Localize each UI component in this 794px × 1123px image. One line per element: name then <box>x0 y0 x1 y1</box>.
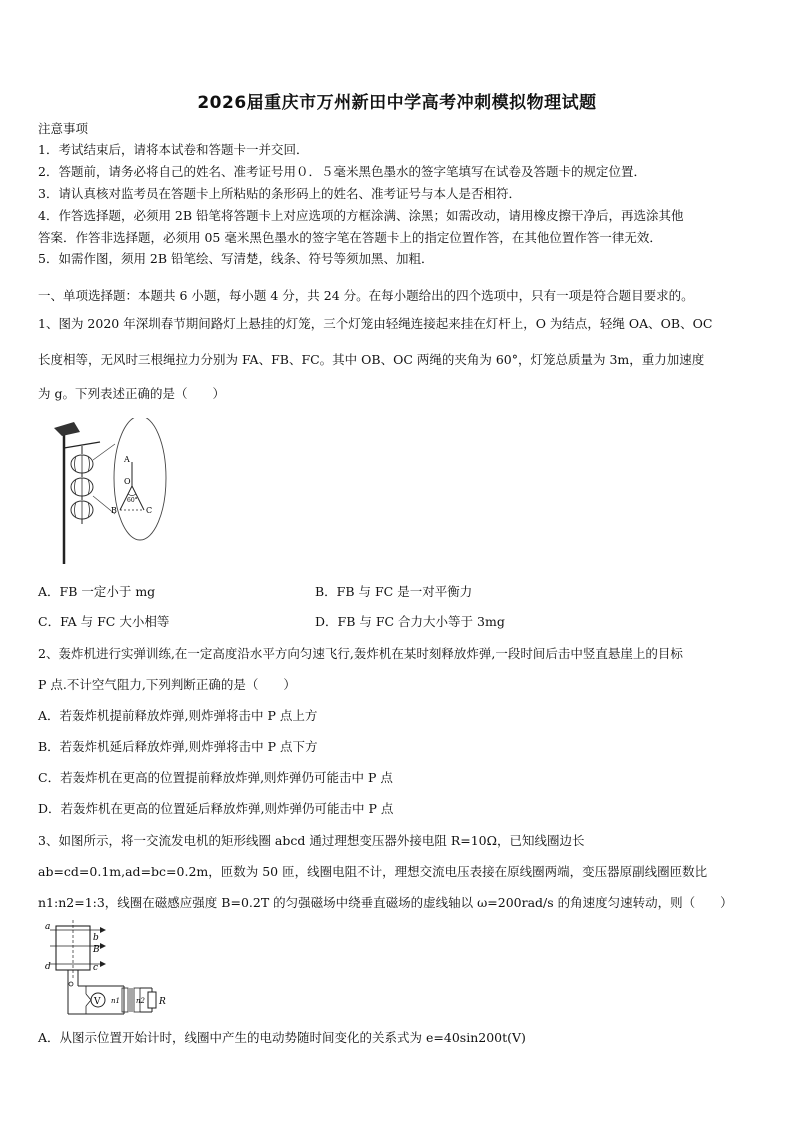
q2-stem-line2: P 点.不计空气阻力,下列判断正确的是（ ） <box>38 677 296 692</box>
fig1-label-b: B <box>111 506 117 515</box>
q3-stem-line1: 3、如图所示，将一交流发电机的矩形线圈 abcd 通过理想变压器外接电阻 R=10Ω，已知线圈边长 <box>38 833 585 848</box>
fig3-label-n2: n2 <box>136 997 145 1005</box>
page-title: 2026届重庆市万州新田中学高考冲刺模拟物理试题 <box>197 93 597 113</box>
q2-option-d: D．若轰炸机在更高的位置延后释放炸弹,则炸弹仍可能击中 P 点 <box>38 801 394 816</box>
q1-lantern-figure <box>40 418 190 566</box>
q3-stem-line3: n1:n2=1:3，线圈在磁感应强度 B=0.2T 的匀强磁场中绕垂直磁场的虚线轴以 ω=200rad/s 的角速度匀速转动，则（ ） <box>38 895 733 910</box>
q1-option-c: C．FA 与 FC 大小相等 <box>38 614 170 629</box>
notice-item-1: 1．考试结束后，请将本试卷和答题卡一并交回． <box>38 142 309 157</box>
q2-option-a: A．若轰炸机提前释放炸弹,则炸弹将击中 P 点上方 <box>38 708 318 723</box>
q1-stem-line1: 1、图为 2020 年深圳春节期间路灯上悬挂的灯笼，三个灯笼由轻绳连接起来挂在灯杆上，O 为结点，轻绳 OA、OB、OC <box>38 316 713 331</box>
notice-heading: 注意事项 <box>38 121 89 136</box>
q1-option-b: B．FB 与 FC 是一对平衡力 <box>315 584 473 599</box>
q1-option-a: A．FB 一定小于 mg <box>38 584 156 599</box>
fig1-label-c: C <box>146 506 153 515</box>
fig3-label-d: d <box>45 962 51 972</box>
notice-item-2: 2．答题前，请务必将自己的姓名、准考证号用０．５毫米黑色墨水的签字笔填写在试卷及答题卡的规定位置． <box>38 164 646 179</box>
notice-item-3: 3．请认真核对监考员在答题卡上所粘贴的条形码上的姓名、准考证号与本人是否相符． <box>38 186 521 201</box>
q2-option-c: C．若轰炸机在更高的位置提前释放炸弹,则炸弹仍可能击中 P 点 <box>38 770 393 785</box>
fig3-label-n1: n1 <box>111 997 120 1005</box>
fig3-label-c: c <box>93 963 99 973</box>
q3-option-a: A．从图示位置开始计时，线圈中产生的电动势随时间变化的关系式为 e=40sin200t(V) <box>38 1030 526 1045</box>
section-heading: 一、单项选择题：本题共 6 小题，每小题 4 分，共 24 分。在每小题给出的四个选项中，只有一项是符合题目要求的。 <box>38 288 694 303</box>
notice-item-4: 4．作答选择题，必须用 2B 铅笔将答题卡上对应选项的方框涂满、涂黑；如需改动，请用橡皮擦干净后，再选涂其他 <box>38 208 684 223</box>
fig3-label-r: R <box>159 997 166 1007</box>
q1-option-d: D．FB 与 FC 合力大小等于 3mg <box>315 614 505 629</box>
fig1-label-o: O <box>124 477 131 486</box>
fig3-label-a: a <box>45 922 51 932</box>
q3-generator-figure <box>40 918 170 1023</box>
q1-stem-line2: 长度相等，无风时三根绳拉力分别为 FA、FB、FC。其中 OB、OC 两绳的夹角为 60°，灯笼总质量为 3m，重力加速度 <box>38 352 705 367</box>
notice-item-4-cont: 答案．作答非选择题，必须用 05 毫米黑色墨水的签字笔在答题卡上的指定位置作答，在其他位置作答一律无效． <box>38 230 662 245</box>
fig3-label-b: b <box>93 933 99 943</box>
fig1-label-a: A <box>124 455 130 464</box>
fig1-angle: 60° <box>127 497 138 504</box>
q2-stem-line1: 2、轰炸机进行实弹训练,在一定高度沿水平方向匀速飞行,轰炸机在某时刻释放炸弹,一段时间后击中竖直悬崖上的目标 <box>38 646 683 661</box>
q3-stem-line2: ab=cd=0.1m,ad=bc=0.2m，匝数为 50 匝，线圈电阻不计，理想交流电压表接在原线圈两端，变压器原副线圈匝数比 <box>38 864 708 879</box>
notice-item-5: 5．如需作图，须用 2B 铅笔绘、写清楚，线条、符号等须加黑、加粗． <box>38 251 434 266</box>
fig3-label-big-b: B <box>93 945 100 955</box>
fig3-voltmeter: V <box>94 997 101 1007</box>
q2-option-b: B．若轰炸机延后释放炸弹,则炸弹将击中 P 点下方 <box>38 739 318 754</box>
q1-stem-line3: 为 g。下列表述正确的是（ ） <box>38 386 225 401</box>
